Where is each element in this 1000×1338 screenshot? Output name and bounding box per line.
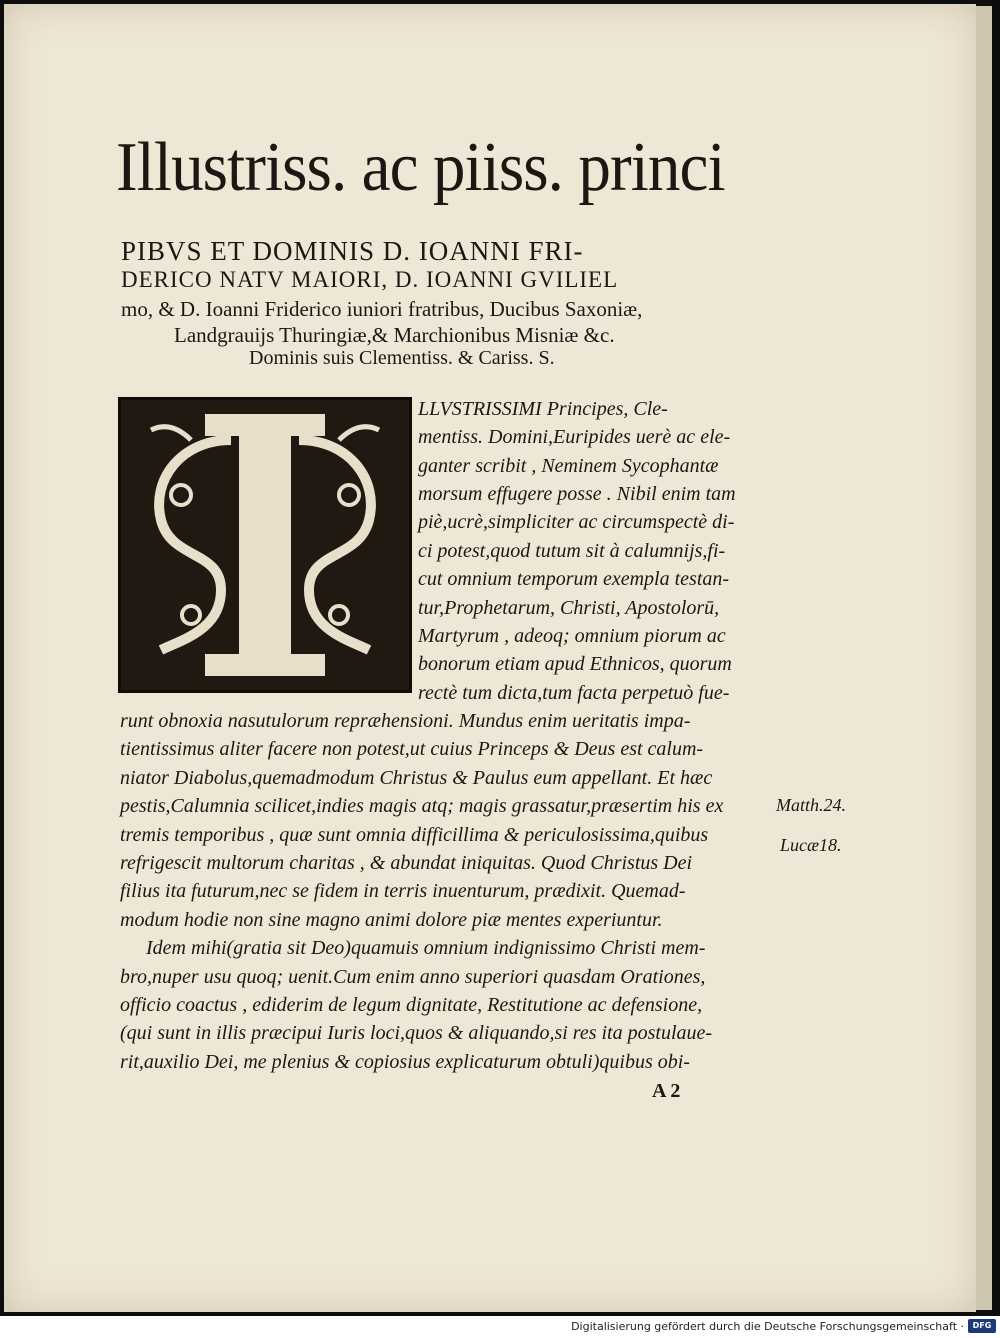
body-line: bonorum etiam apud Ethnicos, quorum — [418, 653, 732, 675]
body-line: tientissimus aliter facere non potest,ut cuius Princeps & Deus est calum- — [120, 738, 704, 761]
body-line: filius ita futurum,nec se fidem in terris inuenturum, prædixit. Quemad- — [120, 880, 686, 903]
body-line: pestis,Calumnia scilicet,indies magis atq; magis grassatur,præsertim his ex — [120, 795, 724, 818]
body-line: LLVSTRISSIMI Principes, Cle- — [418, 398, 668, 420]
body-line: officio coactus , ediderim de legum dignitate, Restitutione ac defensione, — [120, 994, 703, 1016]
dedication-title: Illustriss. ac piiss. princi — [116, 129, 725, 206]
body-line: Idem mihi(gratia sit Deo)quamuis omnium indignissimo Christi mem- — [146, 937, 706, 960]
heading-line-4: Landgrauijs Thuringiæ,& Marchionibus Misniæ &c. — [174, 323, 615, 347]
heading-line-5: Dominis suis Clementiss. & Cariss. S. — [249, 347, 555, 369]
page-edge — [976, 6, 992, 1310]
body-line: modum hodie non sine magno animi dolore piæ mentes experiuntur. — [120, 908, 663, 931]
margin-note-matthew: Matth.24. — [776, 795, 846, 815]
digitization-footer — [0, 1316, 1000, 1338]
body-line: rit,auxilio Dei, me plenius & copiosius explicaturum obtuli)quibus obi- — [120, 1050, 690, 1073]
woodcut-ornament-icon — [121, 400, 409, 690]
dfg-logo: DFG — [968, 1319, 996, 1333]
heading-line-3: mo, & D. Ioanni Friderico iuniori fratribus, Ducibus Saxoniæ, — [121, 297, 643, 321]
body-line: refrigescit multorum charitas , & abundat iniquitas. Quod Christus Dei — [120, 852, 693, 874]
body-line: piè,ucrè,simpliciter ac circumspectè di- — [418, 511, 735, 533]
signature-mark: A 2 — [652, 1080, 681, 1102]
body-line: (qui sunt in illis præcipui Iuris loci,quos & aliquando,si res ita postulaue- — [120, 1022, 713, 1045]
body-line: niator Diabolus,quemadmodum Christus & Paulus eum appellant. Et hæc — [120, 766, 713, 789]
footer-credit: Digitalisierung gefördert durch die Deutsche Forschungsgemeinschaft · — [571, 1320, 964, 1333]
body-line: Martyrum , adeoq; omnium piorum ac — [418, 625, 726, 647]
body-line: tremis temporibus , quæ sunt omnia difficillima & periculosissima,quibus — [120, 823, 709, 846]
body-line: tur,Prophetarum, Christi, Apostolorū, — [418, 597, 720, 619]
body-line: mentiss. Domini,Euripides uerè ac ele- — [418, 426, 731, 448]
body-line: morsum effugere posse . Nibil enim tam — [418, 483, 736, 505]
body-line: runt obnoxia nasutulorum repræhensioni. Mundus enim ueritatis impa- — [120, 710, 691, 732]
heading-line-2: DERICO NATV MAIORI, D. IOANNI GVILIEL — [121, 267, 619, 292]
body-line: ci potest,quod tutum sit à calumnijs,fi- — [418, 540, 726, 562]
body-line: cut omnium temporum exempla testan- — [418, 568, 730, 590]
margin-note-luke: Lucæ18. — [780, 835, 842, 855]
heading-line-1: PIBVS ET DOMINIS D. IOANNI FRI- — [121, 236, 584, 266]
woodcut-initial-I — [118, 397, 412, 693]
body-line: bro,nuper usu quoq; uenit.Cum enim anno superiori quasdam Orationes, — [120, 965, 706, 988]
body-line: ganter scribit , Neminem Sycophantæ — [418, 455, 719, 477]
body-line: rectè tum dicta,tum facta perpetuò fue- — [418, 682, 730, 704]
